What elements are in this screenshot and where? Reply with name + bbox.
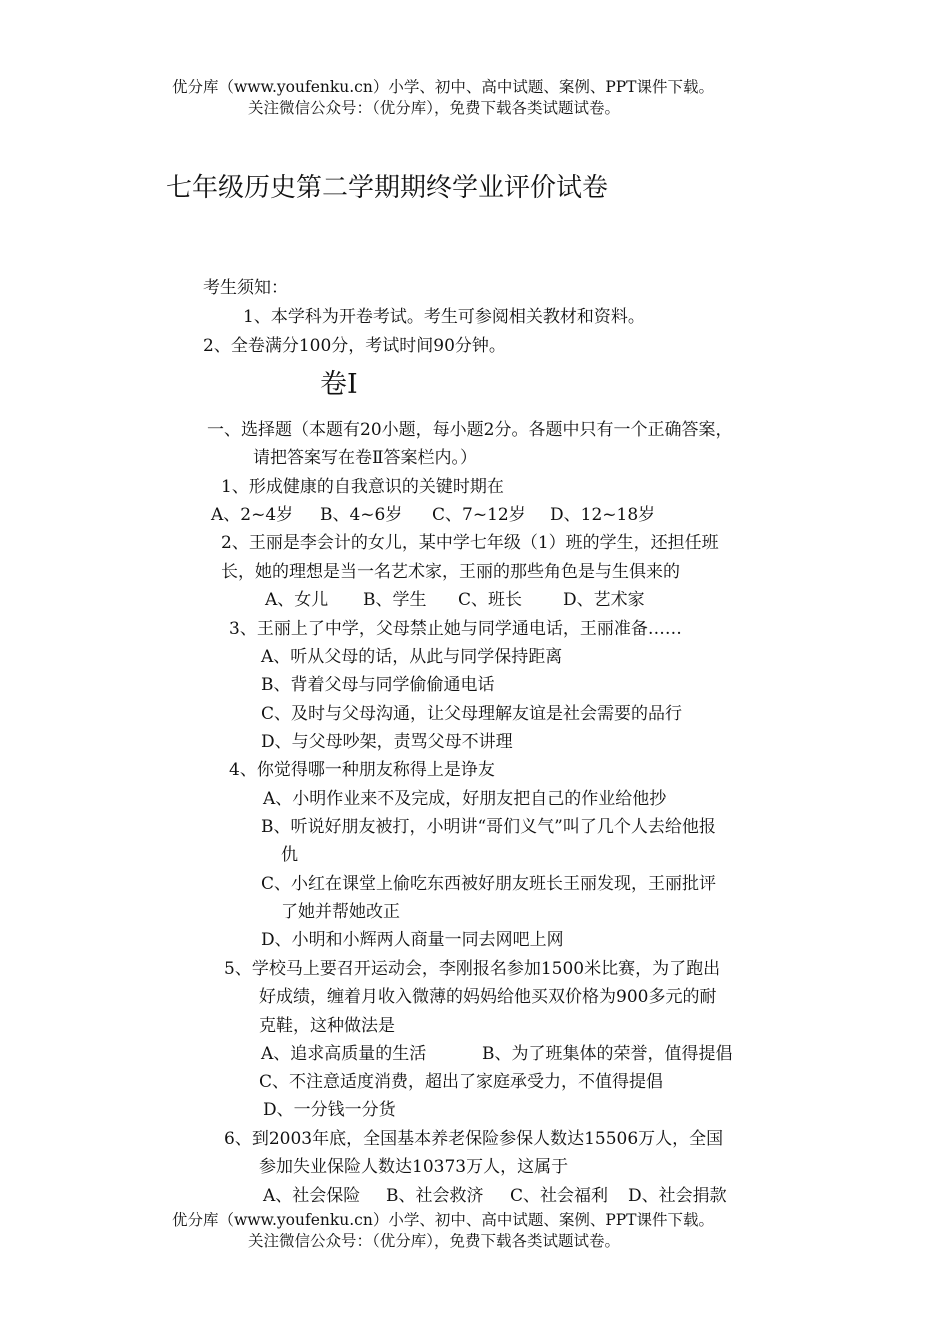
option: C、班长 (458, 590, 523, 610)
option: A、追求高质量的生活 (261, 1044, 427, 1064)
notice-heading: 考生须知： (203, 278, 288, 298)
option-cont: 仇 (281, 845, 298, 865)
section-heading: 一、选择题（本题有20小题，每小题2分。各题中只有一个正确答案， (207, 420, 733, 440)
option: B、为了班集体的荣誉，值得提倡 (482, 1044, 733, 1064)
option-cont: 了她并帮她改正 (281, 902, 400, 922)
footer-line-2: 关注微信公众号：（优分库），免费下载各类试题试卷。 (248, 1232, 621, 1250)
footer-line-1: 优分库（www.youfenku.cn）小学、初中、高中试题、案例、PPT课件下载。 (172, 1211, 715, 1229)
question-stem: 6、到2003年底，全国基本养老保险参保人数达15506万人，全国 (224, 1129, 724, 1149)
question-stem: 5、学校马上要召开运动会，李刚报名参加1500米比赛，为了跑出 (224, 959, 721, 979)
option: D、一分钱一分货 (263, 1100, 396, 1120)
option: B、社会救济 (386, 1186, 484, 1206)
header-line-1: 优分库（www.youfenku.cn）小学、初中、高中试题、案例、PPT课件下载。 (172, 78, 715, 96)
question-stem-cont: 参加失业保险人数达10373万人，这属于 (259, 1157, 569, 1177)
option: D、12~18岁 (550, 505, 656, 525)
option: D、与父母吵架，责骂父母不讲理 (261, 732, 513, 752)
question-stem: 4、你觉得哪一种朋友称得上是诤友 (229, 760, 495, 780)
option: A、听从父母的话，从此与同学保持距离 (261, 647, 563, 667)
option: A、社会保险 (263, 1186, 361, 1206)
option: C、7~12岁 (432, 505, 526, 525)
page-title: 七年级历史第二学期期终学业评价试卷 (166, 173, 609, 203)
option: A、女儿 (265, 590, 329, 610)
option: C、不注意适度消费，超出了家庭承受力，不值得提倡 (259, 1072, 664, 1092)
volume-label: 卷Ⅰ (320, 369, 358, 400)
question-stem: 3、王丽上了中学，父母禁止她与同学通电话，王丽准备…… (229, 619, 682, 639)
option: D、小明和小辉两人商量一同去网吧上网 (261, 930, 564, 950)
question-stem-cont: 长，她的理想是当一名艺术家，王丽的那些角色是与生俱来的 (221, 562, 680, 582)
question-stem: 1、形成健康的自我意识的关键时期在 (221, 477, 504, 497)
question-stem-cont: 克鞋，这种做法是 (259, 1016, 395, 1036)
header-line-2: 关注微信公众号：（优分库），免费下载各类试题试卷。 (248, 99, 621, 117)
option: C、小红在课堂上偷吃东西被好朋友班长王丽发现，王丽批评 (261, 874, 717, 894)
section-heading-cont: 请把答案写在卷Ⅱ答案栏内。） (253, 448, 478, 468)
option: B、听说好朋友被打，小明讲“哥们义气”叫了几个人去给他报 (261, 817, 716, 837)
option: A、2~4岁 (211, 505, 294, 525)
option: C、社会福利 (510, 1186, 609, 1206)
option: B、学生 (363, 590, 427, 610)
question-stem-cont: 好成绩，缠着月收入微薄的妈妈给他买双价格为900多元的耐 (259, 987, 717, 1007)
option: C、及时与父母沟通，让父母理解友谊是社会需要的品行 (261, 704, 683, 724)
option: B、背着父母与同学偷偷通电话 (261, 675, 495, 695)
option: A、小明作业来不及完成，好朋友把自己的作业给他抄 (263, 789, 667, 809)
option: D、社会捐款 (628, 1186, 727, 1206)
question-stem: 2、王丽是李会计的女儿，某中学七年级（1）班的学生，还担任班 (221, 533, 719, 553)
notice-item: 1、本学科为开卷考试。考生可参阅相关教材和资料。 (243, 307, 645, 327)
option: B、4~6岁 (320, 505, 403, 525)
option: D、艺术家 (563, 590, 645, 610)
notice-item: 2、全卷满分100分，考试时间90分钟。 (203, 336, 506, 356)
